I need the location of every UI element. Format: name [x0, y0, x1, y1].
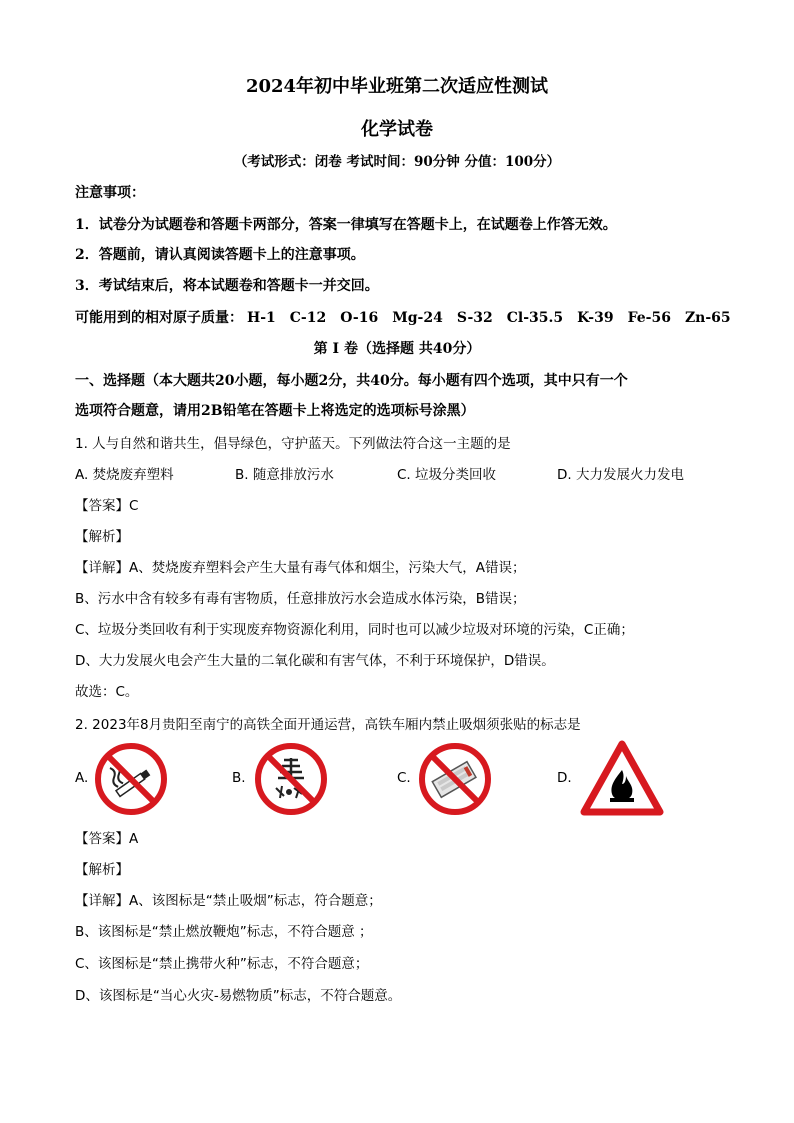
- atomic-mass: O-16: [340, 310, 379, 326]
- no-fireworks-sign-icon: [254, 742, 328, 820]
- atomic-mass: Cl-35.5: [506, 310, 564, 326]
- conclusion: 故选：C。: [75, 684, 139, 700]
- atomic-mass: Zn-65: [684, 310, 731, 326]
- notes-heading: 注意事项：: [75, 185, 145, 201]
- question-stem: 1. 人与自然和谐共生，倡导绿色，守护蓝天。下列做法符合这一主题的是: [75, 436, 511, 452]
- option-c: C. 垃圾分类回收: [397, 467, 497, 483]
- atomic-masses: [75, 307, 731, 327]
- atomic-masses-label: 可能用到的相对原子质量：: [75, 310, 243, 326]
- option-d-label: D.: [557, 770, 572, 786]
- option-a-label: A.: [75, 770, 89, 786]
- note-item: 1．试卷分为试题卷和答题卡两部分，答案一律填写在答题卡上，在试题卷上作答无效。: [75, 217, 617, 233]
- detail-line: C、垃圾分类回收有利于实现废弃物资源化利用，同时也可以减少垃圾对环境的污染，C正确；: [75, 622, 634, 638]
- atomic-mass: C-12: [289, 310, 327, 326]
- detail-line: 【详解】A、该图标是“禁止吸烟”标志，符合题意；: [75, 893, 382, 909]
- option-b: B. 随意排放污水: [235, 467, 334, 483]
- note-item: 3．考试结束后，将本试题卷和答题卡一并交回。: [75, 278, 379, 294]
- no-smoking-sign-icon: [94, 742, 168, 820]
- atomic-mass: Mg-24: [392, 310, 443, 326]
- exam-title: 2024年初中毕业班第二次适应性测试: [245, 76, 549, 97]
- question-stem: 2. 2023年8月贵阳至南宁的高铁全面开通运营，高铁车厢内禁止吸烟须张贴的标志是: [75, 717, 581, 733]
- exam-info: （考试形式：闭卷 考试时间：90分钟 分值：100分）: [233, 154, 561, 170]
- detail-line: 【详解】A、焚烧废弃塑料会产生大量有毒气体和烟尘，污染大气，A错误；: [75, 560, 526, 576]
- atomic-mass: S-32: [456, 310, 493, 326]
- no-matches-sign-icon: [418, 742, 492, 820]
- atomic-mass: H-1: [247, 310, 276, 326]
- answer: 【答案】C: [75, 498, 139, 514]
- section-intro: 一、选择题（本大题共20小题，每小题2分，共40分。每小题有四个选项，其中只有一个: [75, 373, 628, 389]
- detail-line: B、污水中含有较多有毒有害物质，任意排放污水会造成水体污染，B错误；: [75, 591, 526, 607]
- answer: 【答案】A: [75, 831, 139, 847]
- analysis-heading: 【解析】: [75, 529, 129, 545]
- option-b-label: B.: [232, 770, 246, 786]
- option-d: D. 大力发展火力发电: [557, 467, 684, 483]
- detail-line: B、该图标是“禁止燃放鞭炮”标志，不符合题意 ；: [75, 924, 373, 940]
- flammable-warning-sign-icon: [580, 740, 664, 820]
- option-c-label: C.: [397, 770, 411, 786]
- atomic-mass: Fe-56: [627, 310, 671, 326]
- part-title: 第 I 卷（选择题 共40分）: [313, 341, 481, 357]
- note-item: 2．答题前，请认真阅读答题卡上的注意事项。: [75, 247, 365, 263]
- option-a: A. 焚烧废弃塑料: [75, 467, 174, 483]
- section-intro: 选项符合题意，请用2B铅笔在答题卡上将选定的选项标号涂黑）: [75, 403, 475, 419]
- detail-line: C、该图标是“禁止携带火种”标志，不符合题意；: [75, 956, 369, 972]
- analysis-heading: 【解析】: [75, 862, 129, 878]
- detail-line: D、大力发展火电会产生大量的二氧化碳和有害气体，不利于环境保护，D错误。: [75, 653, 555, 669]
- subject-title: 化学试卷: [361, 119, 433, 140]
- detail-line: D、该图标是“当心火灾-易燃物质”标志，不符合题意。: [75, 988, 402, 1004]
- atomic-mass: K-39: [577, 310, 614, 326]
